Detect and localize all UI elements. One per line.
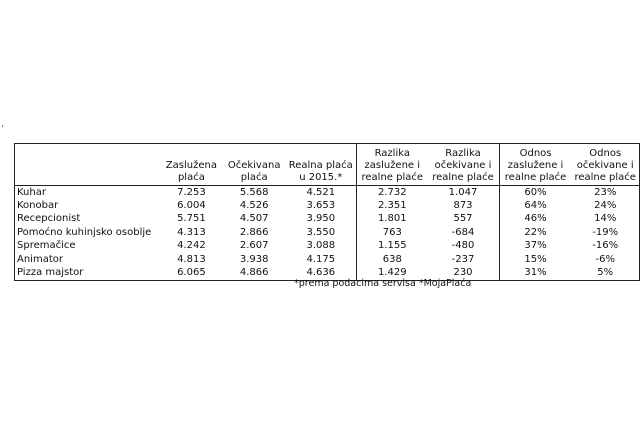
diff-expected-cell: -237 [427,253,499,266]
expected-cell: 5.568 [239,186,269,198]
ratio-expected-cell: -19% [571,226,639,239]
header-text: realne plaće [361,172,424,183]
header-text: realne plaće [432,172,494,183]
real-cell: 3.950 [285,213,356,226]
edge-mark [2,125,3,127]
job-name-cell: Animator [15,253,160,266]
header-cell-diff-earned [357,144,428,186]
expected-cell: 4.526 [239,200,269,212]
earned-cell: 7.253 [177,186,206,198]
header-row [15,144,640,186]
header-text: zaslužene i [364,160,421,171]
job-name-cell: Konobar [15,199,160,212]
ratio-expected-cell: -6% [571,253,639,266]
job-name-cell: Spremačice [15,240,160,253]
header-text: realne plaće [574,172,636,183]
header-text: Zaslužena [165,160,217,171]
real-cell: 3.088 [285,240,356,253]
header-text: očekivane i [576,160,634,171]
diff-expected-cell: -684 [427,226,499,239]
ratio-earned-cell: 15% [524,253,547,265]
earned-cell: 5.751 [177,213,206,225]
diff-earned-cell: 2.732 [377,186,407,198]
table-row [15,240,640,253]
ratio-earned-cell: 64% [524,200,547,212]
header-cell-diff-expected [427,144,499,186]
real-cell: 4.521 [285,186,356,200]
header-cell-ratio-earned [499,144,571,186]
header-text: Razlika [445,148,481,159]
header-text: u 2015.* [299,172,343,183]
header-text: plaća [240,172,268,183]
diff-earned-cell: 1.801 [377,213,407,225]
header-text: zaslužene i [507,160,564,171]
diff-expected-cell: 873 [427,199,499,212]
table-row [15,199,640,212]
job-name-cell: Pomoćno kuhinjsko osoblje [15,226,160,239]
ratio-earned-cell: 22% [524,226,547,238]
earned-cell: 6.065 [160,266,223,280]
expected-cell: 3.938 [239,253,269,265]
expected-cell: 2.607 [239,240,269,252]
diff-earned-cell: 763 [382,226,402,238]
diff-earned-cell: 638 [382,253,402,265]
header-text: Odnos [589,148,622,159]
header-text: očekivane i [434,160,492,171]
header-text: plaća [177,172,205,183]
header-cell-job [15,144,160,186]
header-text: Očekivana [227,160,281,171]
ratio-expected-cell: 23% [571,186,639,200]
diff-expected-cell: 557 [427,213,499,226]
real-cell: 4.175 [285,253,356,266]
ratio-expected-cell: -16% [571,240,639,253]
table-row [15,213,640,226]
ratio-earned-cell: 60% [524,186,547,198]
ratio-expected-cell: 24% [571,199,639,212]
expected-cell: 2.866 [239,226,269,238]
expected-cell: 4.866 [223,266,285,280]
diff-earned-cell: 2.351 [377,200,407,212]
ratio-earned-cell: 37% [524,240,547,252]
earned-cell: 4.813 [177,253,206,265]
table-row [15,253,640,266]
job-name-cell: Pizza majstor [15,266,160,280]
ratio-expected-cell: 14% [571,213,639,226]
ratio-expected-cell: 5% [571,266,639,280]
salary-table [14,143,640,281]
footnote: *prema podacima servisa *MojaPlaća [294,278,472,289]
header-text: Odnos [519,148,552,159]
header-text: Realna plaća [288,160,353,171]
earned-cell: 4.242 [177,240,206,252]
real-cell: 4.636 [285,266,356,280]
table-row [15,226,640,239]
header-cell-expected [223,144,285,186]
diff-earned-cell: 1.429 [357,266,428,280]
diff-expected-cell: 230 [427,266,499,280]
earned-cell: 4.313 [177,226,206,238]
diff-expected-cell: 1.047 [427,186,499,200]
header-cell-earned [160,144,223,186]
ratio-earned-cell: 46% [524,213,547,225]
job-name-cell: Kuhar [15,186,160,200]
ratio-earned-cell: 31% [499,266,571,280]
real-cell: 3.550 [285,226,356,239]
header-cell-ratio-expected [571,144,639,186]
diff-expected-cell: -480 [427,240,499,253]
salary-table-wrapper [14,143,640,281]
earned-cell: 6.004 [177,200,206,212]
expected-cell: 4.507 [239,213,269,225]
table-row [15,186,640,200]
diff-earned-cell: 1.155 [377,240,407,252]
job-name-cell: Recepcionist [15,213,160,226]
header-text: realne plaće [504,172,567,183]
header-text: Razlika [374,148,410,159]
header-cell-real [285,144,356,186]
real-cell: 3.653 [285,199,356,212]
